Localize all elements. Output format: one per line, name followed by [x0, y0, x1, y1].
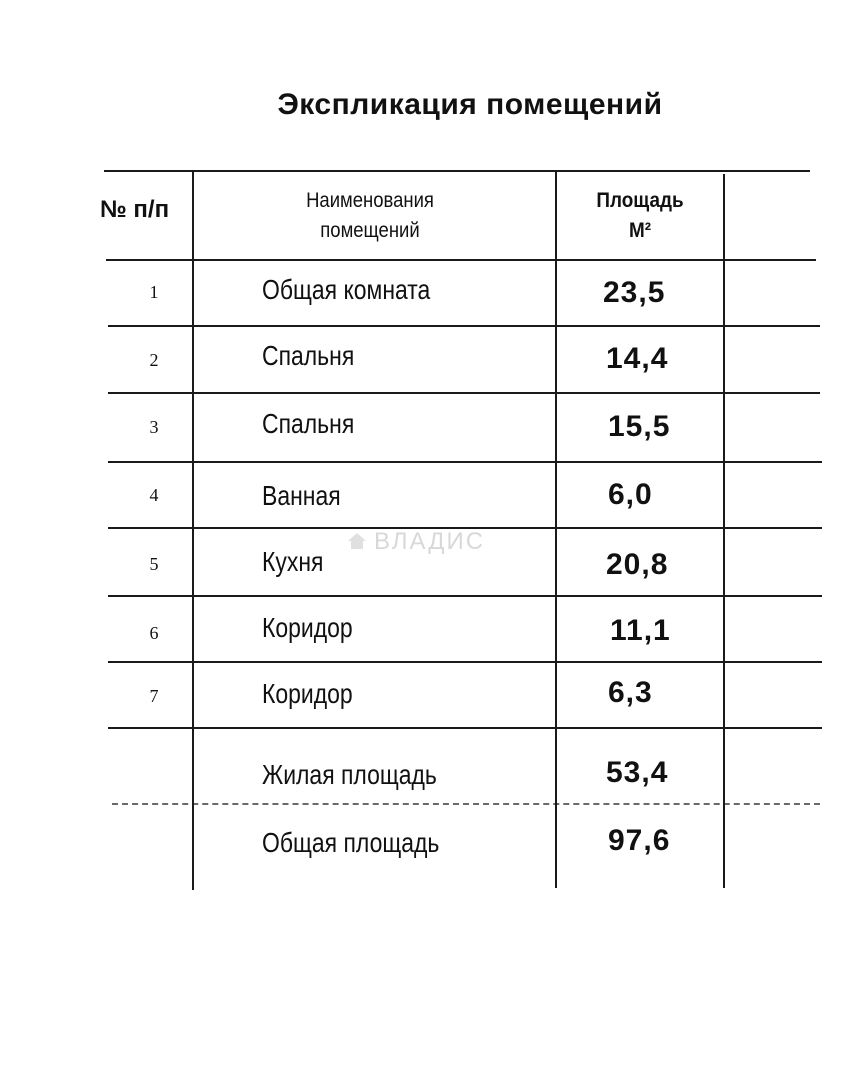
- total-area-label: Общая площадь: [262, 827, 440, 858]
- house-logo-icon: [346, 529, 368, 547]
- row-area: 20,8: [606, 548, 669, 581]
- row-area: 15,5: [608, 410, 671, 443]
- row-name: Общая комната: [262, 274, 431, 305]
- row-area: 6,0: [608, 478, 653, 511]
- row-area: 23,5: [603, 276, 666, 309]
- header-name-line2: помещений: [320, 219, 420, 242]
- header-area-line2: М²: [628, 219, 652, 242]
- header-name-line1: Наименования: [306, 189, 434, 212]
- row-number: 5: [149, 554, 159, 574]
- row-divider: [108, 595, 822, 597]
- row-area: 11,1: [610, 614, 671, 647]
- row-number: 7: [149, 686, 159, 706]
- header-area: [586, 186, 694, 246]
- row-number: 6: [149, 623, 159, 643]
- row-number: 4: [149, 485, 159, 505]
- row-name: Спальня: [262, 408, 355, 439]
- column-divider-number: [192, 170, 194, 890]
- row-divider: [108, 461, 822, 463]
- header-bottom-border: [106, 259, 816, 261]
- row-name: Коридор: [262, 612, 353, 643]
- row-divider: [108, 325, 820, 327]
- row-divider: [108, 661, 822, 663]
- column-divider-area: [723, 174, 725, 888]
- total-area-value: 97,6: [608, 824, 671, 857]
- header-number: № п/п: [100, 196, 170, 223]
- row-divider: [108, 392, 820, 394]
- living-area-value: 53,4: [606, 756, 669, 789]
- document-title: Экспликация помещений: [277, 88, 663, 121]
- row-name: Кухня: [262, 546, 324, 577]
- table-top-border: [104, 170, 810, 172]
- living-area-label: Жилая площадь: [262, 759, 437, 790]
- row-number: 2: [149, 350, 159, 370]
- totals-divider: [112, 803, 820, 805]
- column-divider-name: [555, 172, 557, 888]
- header-name: [264, 186, 475, 246]
- row-area: 6,3: [608, 676, 653, 709]
- row-name: Ванная: [262, 480, 341, 511]
- row-area: 14,4: [606, 342, 669, 375]
- row-name: Коридор: [262, 678, 353, 709]
- row-divider: [108, 727, 822, 729]
- watermark: [346, 528, 485, 556]
- row-number: 3: [149, 417, 159, 437]
- header-area-line1: Площадь: [596, 189, 684, 212]
- watermark-text: ВЛАДИС: [374, 528, 486, 555]
- row-name: Спальня: [262, 340, 355, 371]
- row-number: 1: [149, 282, 159, 302]
